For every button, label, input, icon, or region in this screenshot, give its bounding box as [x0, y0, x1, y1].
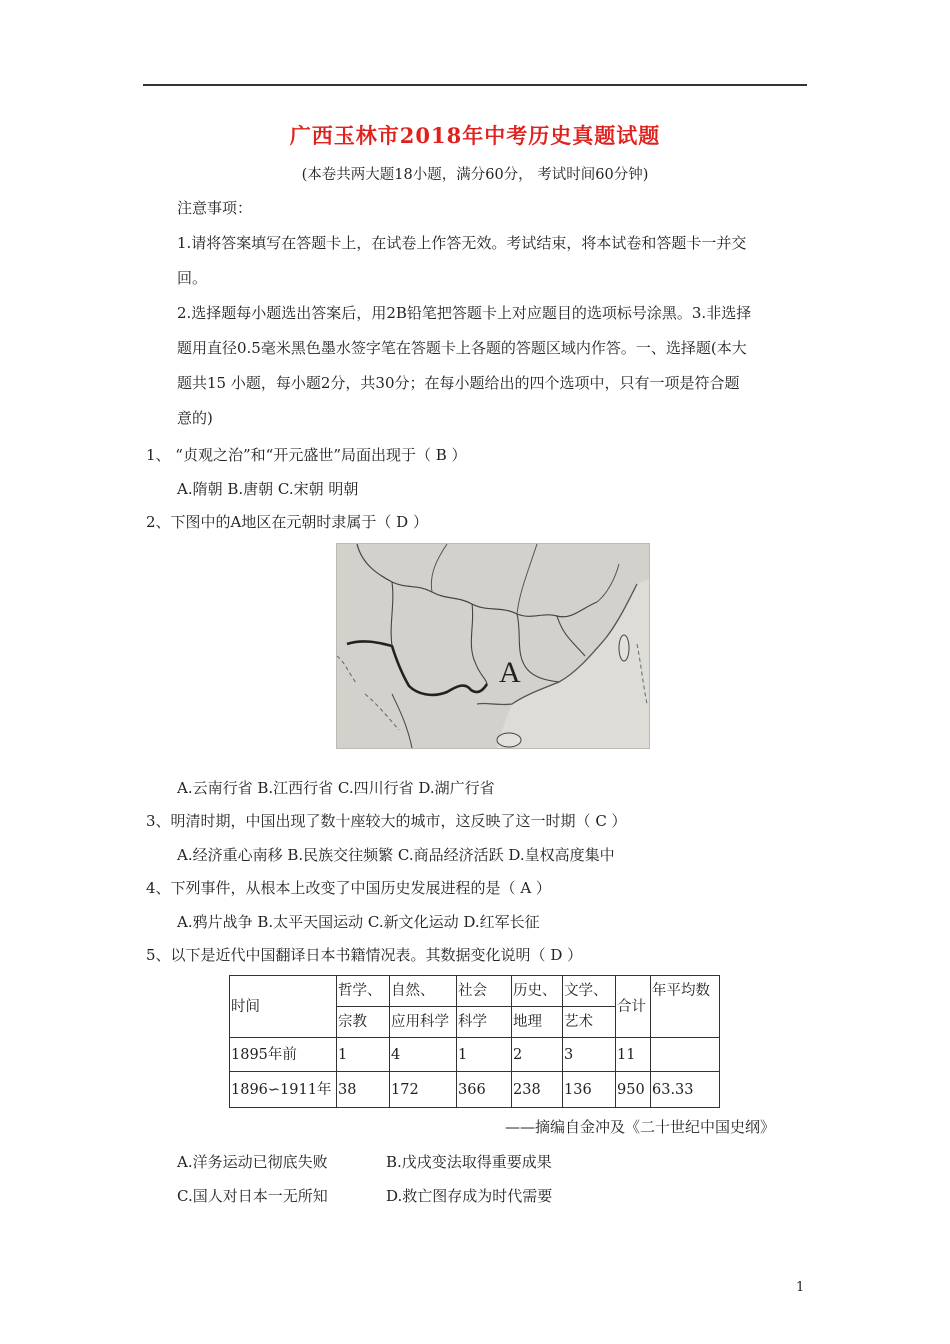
- table-header-cell: 年平均数: [651, 976, 720, 1038]
- q2-stem: 2、下图中的A地区在元朝时隶属于（ D ）: [146, 513, 428, 531]
- q2-map-image: [336, 543, 650, 749]
- table-header-cell: 历史、: [512, 976, 563, 1007]
- q5-stem: 5、以下是近代中国翻译日本书籍情况表。其数据变化说明（ D ）: [146, 946, 583, 964]
- table-header-cell: 合计: [616, 976, 651, 1038]
- q5-data-table: [229, 975, 720, 1108]
- q5-option-a: A.洋务运动已彻底失败: [177, 1153, 328, 1171]
- q1-stem: 1、 “贞观之治”和“开元盛世”局面出现于（ B ）: [146, 446, 467, 464]
- table-header-cell: 自然、: [390, 976, 457, 1007]
- q3-stem: 3、明清时期，中国出现了数十座较大的城市，这反映了这一时期（ C ）: [146, 812, 627, 830]
- table-cell: 950: [616, 1072, 651, 1108]
- q5-option-d: D.救亡图存成为时代需要: [386, 1187, 553, 1205]
- table-header-cell: 社会: [457, 976, 512, 1007]
- table-cell: 1: [337, 1038, 390, 1072]
- table-header-cell: 时间: [230, 976, 337, 1038]
- table-header-row: [230, 976, 720, 1007]
- table-cell: 172: [390, 1072, 457, 1108]
- q1-options: A.隋朝 B.唐朝 C.宋朝 明朝: [177, 480, 359, 498]
- note2-line4: 意的): [177, 409, 213, 427]
- q5-option-c: C.国人对日本一无所知: [177, 1187, 328, 1205]
- table-row: [230, 1038, 720, 1072]
- table-cell: 1895年前: [230, 1038, 337, 1072]
- table-header-cell: 宗教: [337, 1007, 390, 1038]
- table-cell: 4: [390, 1038, 457, 1072]
- table-header-cell: 文学、: [563, 976, 616, 1007]
- table-cell: 63.33: [651, 1072, 720, 1108]
- notes-heading: 注意事项：: [177, 199, 253, 217]
- doc-title: 广西玉林市2018年中考历史真题试题: [289, 123, 661, 148]
- q5-option-b: B.戊戌变法取得重要成果: [386, 1153, 552, 1171]
- table-header-cell: 科学: [457, 1007, 512, 1038]
- q4-options: A.鸦片战争 B.太平天国运动 C.新文化运动 D.红军长征: [177, 913, 540, 931]
- doc-subtitle: (本卷共两大题18小题，满分60分， 考试时间60分钟): [301, 167, 649, 183]
- table-cell: 11: [616, 1038, 651, 1072]
- table-cell: 1896∽1911年: [230, 1072, 337, 1108]
- note2-line3: 题共15 小题，每小题2分，共30分；在每小题给出的四个选项中，只有一项是符合题: [177, 374, 740, 392]
- map-outline: [337, 544, 649, 748]
- table-cell: 238: [512, 1072, 563, 1108]
- table-header-cell: 艺术: [563, 1007, 616, 1038]
- table-header-cell: 应用科学: [390, 1007, 457, 1038]
- q5-source: ——摘编自金冲及《二十世纪中国史纲》: [505, 1118, 776, 1136]
- note2-line2: 题用直径0.5毫米黑色墨水签字笔在答题卡上各题的答题区域内作答。一、选择题(本大: [177, 339, 747, 357]
- table-cell: [651, 1038, 720, 1072]
- q2-options: A.云南行省 B.江西行省 C.四川行省 D.湖广行省: [177, 779, 495, 797]
- note1-line2: 回。: [177, 269, 208, 287]
- table-cell: 3: [563, 1038, 616, 1072]
- page-number: 1: [796, 1280, 805, 1295]
- table-header-cell: 哲学、: [337, 976, 390, 1007]
- table-header-cell: 地理: [512, 1007, 563, 1038]
- map-label-a: A: [499, 656, 521, 689]
- table-cell: 1: [457, 1038, 512, 1072]
- table-cell: 136: [563, 1072, 616, 1108]
- q4-stem: 4、下列事件，从根本上改变了中国历史发展进程的是（ A ）: [146, 879, 551, 897]
- note1-line1: 1.请将答案填写在答题卡上，在试卷上作答无效。考试结束，将本试卷和答题卡一并交: [177, 234, 747, 252]
- table-cell: 366: [457, 1072, 512, 1108]
- table-cell: 38: [337, 1072, 390, 1108]
- q3-options: A.经济重心南移 B.民族交往频繁 C.商品经济活跃 D.皇权高度集中: [177, 846, 615, 864]
- table-cell: 2: [512, 1038, 563, 1072]
- table-row: [230, 1072, 720, 1108]
- header-rule: [143, 84, 807, 86]
- note2-line1: 2.选择题每小题选出答案后，用2B铅笔把答题卡上对应题目的选项标号涂黑。3.非选择: [177, 304, 752, 322]
